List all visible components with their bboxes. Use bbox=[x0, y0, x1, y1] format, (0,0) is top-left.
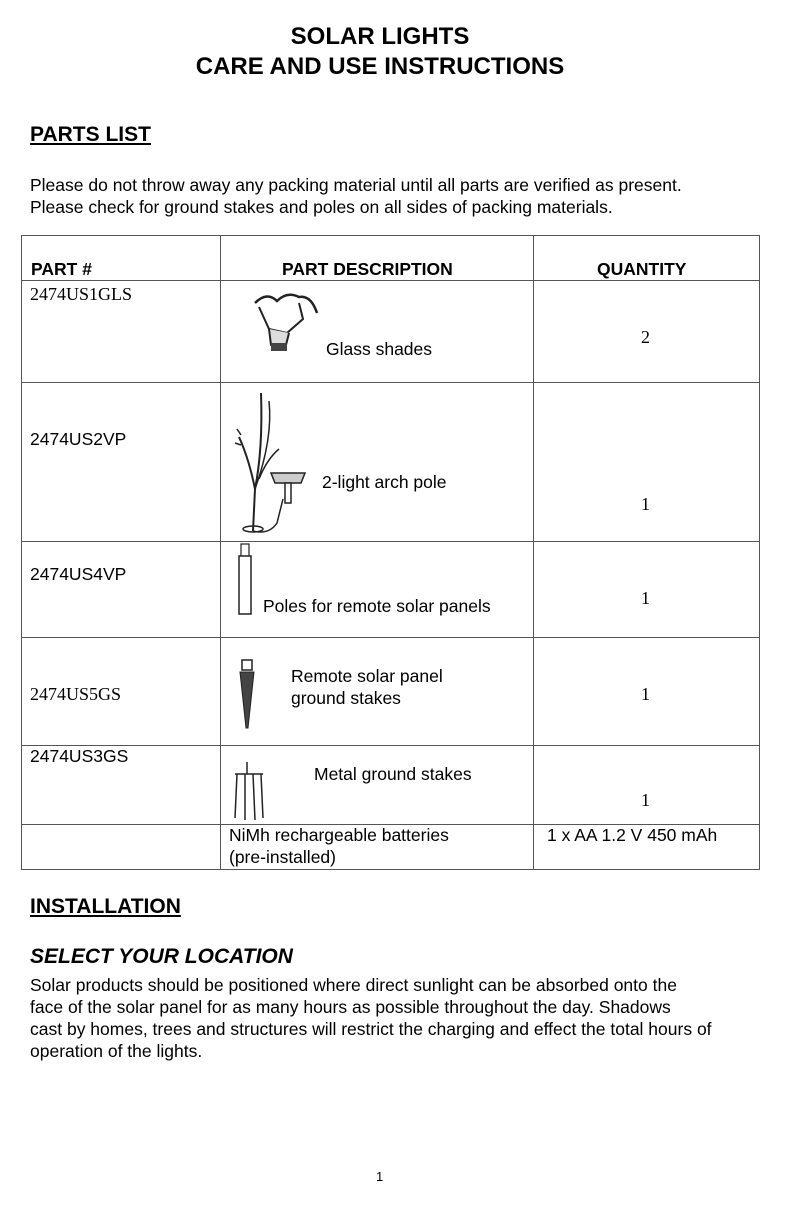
quantity-cell: 2 bbox=[534, 281, 760, 383]
document-title-line-2: CARE AND USE INSTRUCTIONS bbox=[195, 53, 565, 80]
quantity-cell: 1 bbox=[534, 746, 760, 825]
column-header-description: PART DESCRIPTION bbox=[221, 236, 534, 281]
table-row bbox=[22, 825, 760, 870]
quantity-cell: 1 x AA 1.2 V 450 mAh bbox=[534, 825, 760, 870]
intro-line-2: Please check for ground stakes and poles on all sides of packing materials. bbox=[30, 197, 613, 217]
table-row bbox=[22, 638, 760, 746]
quantity-cell: 1 bbox=[534, 638, 760, 746]
pole-icon bbox=[237, 542, 253, 618]
location-paragraph bbox=[30, 974, 795, 1062]
column-header-part: PART # bbox=[22, 236, 221, 281]
part-number-cell: 2474US3GS bbox=[22, 746, 221, 825]
parts-list-intro bbox=[30, 174, 682, 218]
description-cell: 2-light arch pole bbox=[221, 383, 534, 542]
arch-pole-icon bbox=[233, 389, 313, 535]
paragraph-line-1: Solar products should be positioned where direct sunlight can be absorbed onto the bbox=[30, 975, 677, 995]
table-row bbox=[22, 383, 760, 542]
description-cell: Metal ground stakes bbox=[221, 746, 534, 825]
select-location-heading: SELECT YOUR LOCATION bbox=[30, 945, 293, 968]
installation-heading: INSTALLATION bbox=[30, 895, 181, 918]
part-number-cell: 2474US4VP bbox=[22, 542, 221, 638]
description-cell: Remote solar panel ground stakes bbox=[221, 638, 534, 746]
intro-line-1: Please do not throw away any packing material until all parts are verified as present. bbox=[30, 175, 682, 195]
paragraph-line-4: operation of the lights. bbox=[30, 1041, 203, 1061]
parts-list-heading: PARTS LIST bbox=[30, 123, 151, 146]
parts-table bbox=[21, 235, 760, 870]
part-number-cell: 2474US1GLS bbox=[22, 281, 221, 383]
part-number-cell bbox=[22, 825, 221, 870]
table-header-row bbox=[22, 236, 760, 281]
description-cell: Glass shades bbox=[221, 281, 534, 383]
ground-stake-icon bbox=[237, 658, 257, 732]
document-title-line-1: SOLAR LIGHTS bbox=[290, 23, 470, 50]
part-number-cell: 2474US5GS bbox=[22, 638, 221, 746]
glass-shade-icon bbox=[247, 289, 322, 359]
description-cell: Poles for remote solar panels bbox=[221, 542, 534, 638]
paragraph-line-2: face of the solar panel for as many hours as possible throughout the day. Shadows bbox=[30, 997, 671, 1017]
paragraph-line-3: cast by homes, trees and structures will restrict the charging and effect the total hours of bbox=[30, 1019, 712, 1039]
column-header-quantity: QUANTITY bbox=[534, 236, 760, 281]
metal-stake-icon bbox=[231, 760, 267, 822]
table-row bbox=[22, 746, 760, 825]
table-row bbox=[22, 542, 760, 638]
part-number-cell: 2474US2VP bbox=[22, 383, 221, 542]
table-row bbox=[22, 281, 760, 383]
quantity-cell: 1 bbox=[534, 542, 760, 638]
description-cell: NiMh rechargeable batteries (pre-installed) bbox=[221, 825, 534, 870]
page-number: 1 bbox=[376, 1169, 384, 1184]
quantity-cell: 1 bbox=[534, 383, 760, 542]
